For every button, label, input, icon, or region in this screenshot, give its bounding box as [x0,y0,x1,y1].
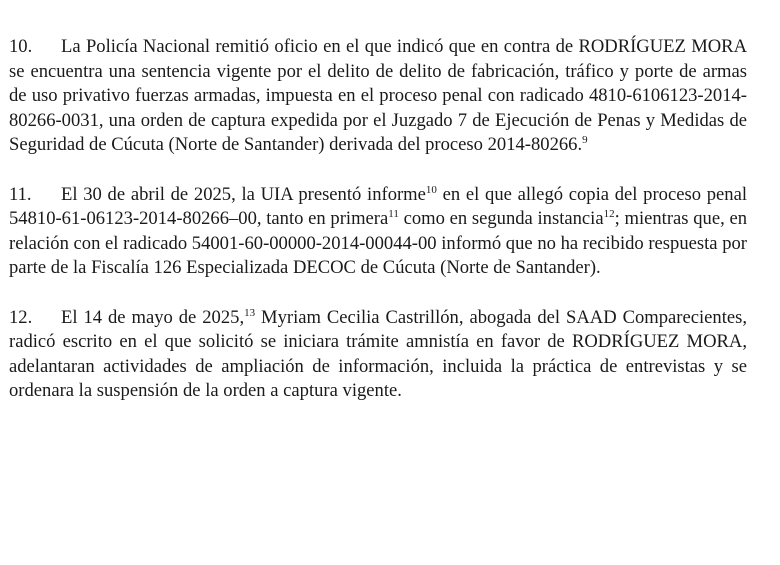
paragraph-12 [9,306,747,404]
paragraph-number: 11. [9,183,32,205]
paragraph-text: Myriam Cecilia Castrillón, abogada del SAAD Comparecientes, radicó escrito en el que solicitó se iniciara trámite amnistía en favor de RODRÍGUEZ MORA, adelantaran actividades de ampliación de información, incluida la práctica de entrevistas y se ordenara la suspensión de la orden a captura vigente. [9,306,747,402]
paragraph-text: ; mientras que, en relación con el radicado 54001-60-00000-2014-00044-00 informó que no ha recibido respuesta por parte de la Fiscalía 126 Especializada DECOC de Cúcuta (Norte de Santander). [9,208,748,279]
paragraph-number: 12. [9,306,33,328]
paragraph-text: en el que allegó copia del proceso penal 54810-61-06123-2014-80266–00, tanto en primera [9,183,747,230]
document-page [9,0,747,404]
footnote-ref-9[interactable]: 9 [582,134,588,147]
paragraph-text: El 14 de mayo de 2025, [61,306,245,328]
paragraph-text: El 30 de abril de 2025, la UIA presentó informe [61,183,426,205]
paragraph-text: La Policía Nacional remitió oficio en el que indicó que en contra de RODRÍGUEZ MORA se encuentra una sentencia vigente por el delito de delito de fabricación, tráfico y porte de armas de uso privativo fuerzas armadas, impuesta en el proceso penal con radicado 4810-6106123-2014-80266-0031, una orden de captura expedida por el Juzgado 7 de Ejecución de Penas y Medidas de Seguridad de Cúcuta (Norte de Santander) derivada del proceso 2014-80266. [9,36,747,156]
footnote-ref-13[interactable]: 13 [244,306,256,319]
footnote-ref-11[interactable]: 11 [388,208,399,221]
paragraph-number: 10. [9,36,33,57]
footnote-ref-10[interactable]: 10 [425,183,437,196]
footnote-ref-12[interactable]: 12 [603,208,615,221]
paragraph-11 [9,183,747,281]
paragraph-10 [9,0,747,158]
paragraph-text: como en segunda instancia [398,208,604,230]
